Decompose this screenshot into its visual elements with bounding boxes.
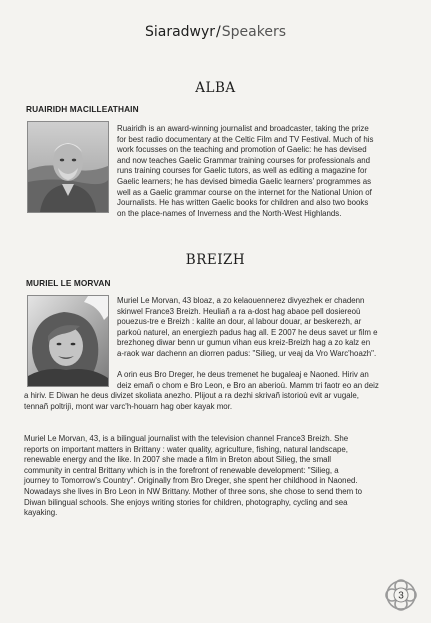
bio-line: kayaking. [24, 508, 58, 518]
bio-line: deiz emañ o chom e Bro Leon, e Bro an aberioù. Mamm tri faotr eo an deiz [117, 380, 379, 390]
bio-muriel-breton [117, 296, 378, 360]
bio-line: reports on important matters in Brittany : water quality, agriculture, fishing, natural landscape, [24, 444, 348, 454]
celtic-knot-ornament [383, 577, 419, 613]
bio-line: tennañ poltrijì, mont war varc'h-houarn hag ober kayak mor. [24, 401, 233, 411]
bio-line: A orin eus Bro Dreger, he deus tremenet he bugaleaj e Naoned. Hiriv an [117, 370, 369, 379]
title-separator: / [216, 24, 221, 40]
speaker-name-ruairidh: RUAIRIDH MACILLEATHAIN [26, 104, 139, 114]
speaker-photo-muriel [27, 295, 109, 387]
page-number: 3 [398, 590, 404, 602]
bio-line: work focusses on the teaching and promotion of Gaelic: he has devised [117, 145, 367, 155]
bio-ruairidh [117, 124, 373, 219]
speaker-name-muriel: MURIEL LE MORVAN [26, 278, 111, 288]
bio-line: journey to Tomorrow's Country". Originally from Bro Dreger, she spent her childhood in Naoned. [24, 476, 358, 486]
title-english: Speakers [221, 24, 287, 40]
bio-line: a-raok war dachenn an diorren padus: "Silieg, ur veaj da Vro Warc'hoazh". [117, 348, 377, 358]
section-title-alba: ALBA [195, 80, 236, 96]
speaker-photo-ruairidh [27, 121, 109, 213]
bio-line: well as a Gaelic grammar course on the internet for the National Union of [117, 187, 372, 197]
bio-line: Muriel Le Morvan, 43, is a bilingual journalist with the television channel France3 Breizh. She [24, 434, 349, 443]
bio-line: Gaelic learners; he has devised bimedia Gaelic learners' programmes as [117, 176, 372, 186]
bio-line: parkoù naturel, an energiezh padus hag all. E 2007 he deus savet ur film e [117, 327, 378, 337]
title-welsh: Siaradwyr [144, 24, 216, 40]
bio-line: Journalists. He has written Gaelic books for children and also two books [117, 198, 369, 208]
bio-line: pouezus-tre e Breizh : kalite an dour, al labour douar, ar beskerezh, ar [117, 317, 362, 327]
bio-line: renewable energy and the like. In 2007 she made a film in Breton about Silieg, the small [24, 455, 332, 465]
bio-line: runs training courses for Gaelic tutors, as well as editing a magazine for [117, 166, 367, 176]
bio-line: Nowadays she lives in Bro Leon in NW Brittany. Mother of three sons, she chose to send them to [24, 486, 363, 496]
section-title-breizh: BREIZH [185, 252, 246, 268]
bio-line: Diwan bilingual schools. She enjoys writing stories for children, photography, cycling and sea [24, 497, 348, 507]
bio-muriel-breton-3 [24, 391, 359, 412]
bio-line: a hiriv. E Diwan he deus divizet skoliata anezho. Plijout a ra dezhi skrivañ istorioù evit ar vugale, [24, 391, 359, 400]
bio-line: community in central Brittany which is in the forefront of renewable development: "Silieg, a [24, 465, 339, 475]
page-title [0, 24, 431, 40]
bio-line: and now teaches Gaelic Grammar training courses for professionals and [117, 155, 371, 165]
bio-muriel-english [24, 434, 362, 519]
bio-line: Muriel Le Morvan, 43 bloaz, a zo kelaouennerez divyezhek er chadenn [117, 296, 365, 305]
bio-line: brezhoneg diwar benn ur gumun vihan eus kreiz-Breizh hag a zo kalz en [117, 338, 371, 348]
bio-line: skinwel France3 Breizh. Heuliañ a ra a-dost hag abaoe pell dosiereoù [117, 306, 361, 316]
bio-line: for best radio documentary at the Celtic Film and TV Festival. Much of his [117, 134, 374, 144]
bio-line: on the place-names of Inverness and the North-West Highlands. [117, 208, 342, 218]
bio-muriel-breton-2 [117, 370, 379, 391]
bio-line: Ruairidh is an award-winning journalist and broadcaster, taking the prize [117, 124, 369, 133]
